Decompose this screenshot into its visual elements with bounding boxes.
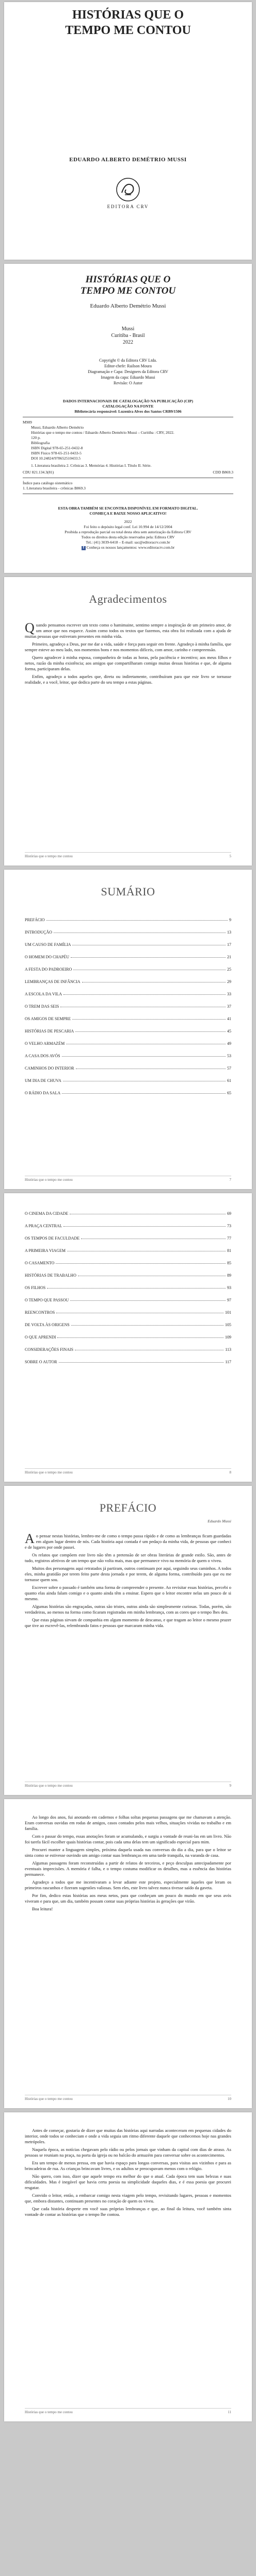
cover-author: EDUARDO ALBERTO DEMÉTRIO MUSSI: [69, 157, 187, 163]
toc-entry-title: INTRODUÇÃO: [25, 930, 52, 935]
toc-entry[interactable]: [25, 1265, 231, 1278]
toc-leader-dots: [57, 1337, 223, 1338]
acknowledgements-page: [4, 577, 252, 866]
toc-page-number: 21: [227, 955, 231, 959]
toc-leader-dots: [59, 1362, 224, 1363]
toc-page-number: 13: [227, 930, 231, 935]
toc-page-number: 17: [227, 942, 231, 947]
section-title: Agradecimentos: [89, 592, 167, 605]
toc-entry-title: O TREM DAS SEIS: [25, 1004, 59, 1009]
toc-entry-title: A PRAÇA CENTRAL: [25, 1224, 62, 1228]
toc-page-number: 85: [227, 1261, 231, 1265]
drop-cap: A: [25, 1531, 35, 1546]
preface-page-2: [4, 1799, 252, 2108]
title-page: [4, 264, 252, 573]
toc-entry-title: CAMINHOS DO INTERIOR: [25, 1066, 74, 1071]
toc-entry-title: O RÁDIO DA SALA: [25, 1091, 61, 1095]
credits-block: Copyright © da Editora CRV Ltda. Editor-chefe: Railson Moura Diagramação e Capa: Designers da Editora CRV Imagem da capa: Eduardo Mussi Revisão: O Autor: [88, 358, 168, 385]
toc-entry-title: UM CAUSO DE FAMÍLIA: [25, 942, 71, 947]
toc-page-continued: [4, 1193, 252, 1482]
section-title: SUMÁRIO: [101, 885, 155, 898]
crv-publisher-logo: [116, 177, 140, 202]
toc-leader-dots: [63, 1226, 226, 1227]
toc-list: [25, 910, 231, 1095]
toc-page-number: 57: [227, 1066, 231, 1071]
toc-page-number: 69: [227, 1211, 231, 1216]
toc-entry[interactable]: [25, 910, 231, 922]
toc-entry[interactable]: [25, 1228, 231, 1241]
section-title: PREFÁCIO: [99, 1501, 157, 1514]
toc-entry[interactable]: [25, 972, 231, 984]
toc-entry[interactable]: [25, 1204, 231, 1216]
toc-page-number: 93: [227, 1285, 231, 1290]
toc-entry-title: PREFÁCIO: [25, 918, 45, 922]
toc-page-number: 49: [227, 1041, 231, 1046]
toc-leader-dots: [56, 1263, 226, 1264]
toc-entry-title: A PRIMEIRA VIAGEM: [25, 1248, 66, 1253]
toc-entry[interactable]: [25, 1340, 231, 1352]
toc-page-number: 25: [227, 967, 231, 972]
toc-leader-dots: [63, 994, 226, 995]
toc-page: [4, 870, 252, 1189]
toc-entry[interactable]: [25, 1021, 231, 1033]
toc-entry[interactable]: [25, 1302, 231, 1315]
toc-page-number: 53: [227, 1054, 231, 1058]
toc-entry-title: O QUE APRENDI: [25, 1335, 56, 1340]
toc-entry-title: LEMBRANÇAS DE INFÂNCIA: [25, 979, 81, 984]
preface-page: [4, 1486, 252, 1795]
publisher-website-link[interactable]: Conheça os nossos lançamentos: www.editoracrv.com.br: [86, 545, 175, 550]
toc-entry[interactable]: [25, 1290, 231, 1302]
toc-leader-dots: [47, 1288, 226, 1289]
toc-entry[interactable]: [25, 1315, 231, 1327]
preface-text: Ao pensar nestas histórias, lembro-me de como o tempo passa rápido e de como as lembranças ficam guardadas em algum lugar dentro de nós. Cada história aqui contada é um pedaço da minha vida, de pessoas que conheci e de lugares por onde passei. Os relatos que compõem este livro não têm a pretensão de ser obras literárias de grande estilo. São, antes de tudo, registros afetivos de um tempo que não volta mais, mas que permanece vivo na memória de quem o viveu. Muitos dos personagens aqui retratados já partiram, outros continuam por aqui, seguindo seus caminhos. A todos eles, minha gratidão por terem feito parte desta jornada e por terem, de alguma forma, contribuído para que eu me tornasse quem sou. Escrever sobre o passado é também uma forma de compreender o presente. Ao revisitar essas histórias, percebi o quanto elas ainda falam comigo e o quanto ainda têm a ensinar. Espero que o leitor encontre nelas um pouco de si mesmo. Algumas histórias são engraçadas, outras são tristes, outras ainda são simplesmente curiosas. Todas, porém, são verdadeiras, ao menos na forma como ficaram registradas em minha lembrança, com as cores que o tempo lhes deu. Que estas páginas sirvam de companhia em algum momento de descanso, e que tragam ao leitor o mesmo prazer que tive ao escrevê-las, relembrando fatos e pessoas que marcaram minha vida.: [25, 1531, 231, 1628]
toc-entry[interactable]: [25, 984, 231, 996]
toc-entry[interactable]: [25, 1009, 231, 1021]
toc-leader-dots: [72, 1019, 226, 1020]
toc-entry[interactable]: [25, 1352, 231, 1364]
toc-entry-title: A CASA DOS AVÓS: [25, 1054, 60, 1058]
page-footer: Histórias que o tempo me contou 7: [25, 1176, 231, 1182]
preface-page-3: [4, 2112, 252, 2421]
toc-page-number: 33: [227, 992, 231, 996]
toc-page-number: 37: [227, 1004, 231, 1009]
toc-entry[interactable]: [25, 996, 231, 1009]
toc-entry-title: O VELHO ARMAZÉM: [25, 1041, 65, 1046]
toc-entry-title: DE VOLTA ÀS ORIGENS: [25, 1323, 70, 1327]
page-footer: Histórias que o tempo me contou 8: [25, 1468, 231, 1475]
toc-entry-title: HISTÓRIAS DE PESCARIA: [25, 1029, 74, 1033]
page-footer: Histórias que o tempo me contou 11: [25, 2408, 231, 2414]
toc-page-number: 97: [227, 1298, 231, 1302]
toc-page-number: 77: [227, 1236, 231, 1241]
toc-leader-dots: [71, 1325, 223, 1326]
toc-entry-title: O CASAMENTO: [25, 1261, 55, 1265]
toc-entry[interactable]: [25, 1253, 231, 1265]
publisher-name: EDITORA CRV: [107, 204, 149, 209]
toc-entry[interactable]: [25, 947, 231, 959]
toc-page-number: 113: [225, 1347, 231, 1352]
toc-entry-title: SOBRE O AUTOR: [25, 1360, 57, 1364]
toc-page-number: 109: [225, 1335, 231, 1340]
toc-entry-title: OS FILHOS: [25, 1285, 46, 1290]
catalog-record: DADOS INTERNACIONAIS DE CATALOGAÇÃO NA PUBLICAÇÃO (CIP) CATALOGAÇÃO NA FONTE Bibliotecária responsável: Luzenira Alves dos Santos CRB9/1506 M989 Mussi, Eduardo Alberto Demétrio Histórias que o tempo me contou / Eduardo Alberto Demétrio Mussi – Curitiba : CRV, 2022. 120 p. Bibliografia ISBN Digital 978-65-251-0432-8 ISBN Físico 978-65-251-0433-5 DOI 10.24824/978652510433.5 1. Literatura brasileira 2. Crônicas 3. Memórias 4. Histórias I. Título II. Série. CDU 821.134.3(81) CDD B869.3 Índice para catálogo sistemático 1. Literatura brasileira - crônicas B869.3: [23, 399, 233, 497]
toc-entry-title: O HOMEM DO CHAPÉU: [25, 955, 70, 959]
preface-text: Ao longo dos anos, fui anotando em cadernos e folhas soltas pequenas passagens que me chamavam a atenção. Eram conversas ouvidas em rodas de amigos, casos contados pelos mais velhos, situações vividas no trabalho e em família. Com o passar do tempo, essas anotações foram se acumulando, e surgiu a vontade de reuni-las em um livro. Não foi tarefa fácil escolher quais histórias contar, pois cada uma delas tem um significado especial para mim. Procurei manter a linguagem simples, próxima daquela usada nas conversas do dia a dia, para que o leitor se sinta como se estivesse ouvindo um amigo contar suas lembranças em uma tarde tranquila, na varanda de casa. Algumas passagens foram reconstruídas a partir de relatos de terceiros, e peço desculpas antecipadamente por eventuais imprecisões. A memória é falha, e o tempo costuma modificar os detalhes, mas a essência das histórias permanece. Agradeço a todos que me incentivaram a levar adiante este projeto, especialmente àqueles que leram os primeiros rascunhos e fizeram sugestões valiosas. Sem eles, este livro talvez nunca tivesse saído da gaveta. Por fim, dedico estas histórias aos meus netos, para que conheçam um pouco do mundo em que seus avós viveram e para que, um dia, também possam contar suas próprias histórias às gerações que virão. Boa leitura!: [25, 1815, 231, 1911]
toc-leader-dots: [75, 1031, 226, 1032]
toc-entry-title: CONSIDERAÇÕES FINAIS: [25, 1347, 74, 1352]
toc-list: [25, 1204, 231, 1364]
toc-leader-dots: [62, 1093, 226, 1094]
toc-page-number: 41: [227, 1016, 231, 1021]
toc-entry[interactable]: [25, 1071, 231, 1083]
toc-entry[interactable]: [25, 1327, 231, 1340]
toc-page-number: 61: [227, 1078, 231, 1083]
toc-leader-dots: [46, 920, 228, 921]
page-footer: Histórias que o tempo me contou 5: [25, 852, 231, 858]
drop-cap: Q: [25, 620, 35, 635]
toc-entry[interactable]: [25, 1241, 231, 1253]
toc-entry-title: REENCONTROS: [25, 1310, 55, 1315]
toc-page-number: 81: [227, 1248, 231, 1253]
toc-entry-title: HISTÓRIAS DE TRABALHO: [25, 1273, 76, 1278]
toc-entry[interactable]: [25, 922, 231, 935]
toc-entry[interactable]: [25, 1046, 231, 1058]
toc-entry[interactable]: [25, 1083, 231, 1095]
preface-signature: Eduardo Mussi: [207, 1519, 231, 1523]
toc-page-number: 101: [225, 1310, 231, 1315]
toc-entry-title: O CINEMA DA CIDADE: [25, 1211, 69, 1216]
imprint: Mussi Curitiba - Brasil 2022: [111, 326, 145, 345]
toc-leader-dots: [62, 1056, 226, 1057]
facebook-icon[interactable]: f: [82, 546, 86, 550]
toc-page-number: 65: [227, 1091, 231, 1095]
publisher-notice: ESTA OBRA TAMBÉM SE ENCONTRA DISPONÍVEL EM FORMATO DIGITAL. CONHEÇA E BAIXE NOSSO APLICATIVO! 2022 Foi feito o depósito legal conf. Lei 10.994 de 14/12/2004 Proibida a reprodução parcial ou total desta obra sem autorização da Editora CRV Todos os direitos desta edição reservados pela: Editora CRV Tel.: (41) 3039-6418 – E-mail: sac@editoracrv.com.br f Conheça os nossos lançamentos: www.editoracrv.com.br: [58, 506, 198, 550]
inner-author: Eduardo Alberto Demétrio Mussi: [90, 303, 166, 309]
toc-entry-title: O TEMPO QUE PASSOU: [25, 1298, 69, 1302]
toc-entry-title: A FESTA DO PADROEIRO: [25, 967, 72, 972]
inner-title: HISTÓRIAS QUE O TEMPO ME CONTOU: [80, 274, 176, 296]
toc-entry-title: UM DIA DE CHUVA: [25, 1078, 61, 1083]
page-footer: Histórias que o tempo me contou 9: [25, 1782, 231, 1788]
toc-entry[interactable]: [25, 1278, 231, 1290]
toc-page-number: 9: [229, 918, 231, 922]
toc-entry[interactable]: [25, 1216, 231, 1228]
toc-page-number: 89: [227, 1273, 231, 1278]
acknowledgements-text: Quando pensamos escrever um texto como o hamimaine, sentimo sempre a inspiração de um primeiro amor, de um amor que nos esquece. Assim como todos os textos que fazemos, esta obra foi realizada com a ajuda de muitas pessoas que estiveram presentes em minha vida. Primeiro, agradeço a Deus, por me dar a vida, saúde e força para seguir em frente. Agradeço à minha família, que sempre esteve ao meu lado, nos momentos bons e nos momentos difíceis, com amor, carinho e compreensão. Quero agradecer à minha esposa, companheira de todas as horas, pela paciência e incentivo; aos meus filhos e netos, razão da minha existência; aos amigos que compartilharam comigo muitas dessas histórias e que, de alguma forma, participaram delas. Enfim, agradeço a todos aqueles que, direta ou indiretamente, contribuíram para que este livro se tornasse realidade, e a você, leitor, que dedica parte do seu tempo a estas páginas.: [25, 620, 231, 685]
toc-page-number: 73: [227, 1224, 231, 1228]
toc-leader-dots: [71, 957, 226, 958]
toc-entry-title: OS TEMPOS DE FACULDADE: [25, 1236, 80, 1241]
cover-page: [4, 2, 252, 260]
toc-page-number: 117: [225, 1360, 231, 1364]
toc-entry-title: A ESCOLA DA VILA: [25, 992, 62, 996]
page-footer: Histórias que o tempo me contou 10: [25, 2095, 231, 2101]
preface-text: Antes de começar, gostaria de dizer que muitas das histórias aqui narradas aconteceram em pequenas cidades do interior, onde todos se conheciam e onde a vida seguia um ritmo diferente daquele que conhecemos hoje nas grandes metrópoles. Naquela época, as notícias chegavam pelo rádio ou pelos jornais que vinham da capital com dias de atraso. As pessoas se reuniam na praça, na porta da igreja ou no balcão do armazém para conversar sobre os acontecimentos. Era um tempo de menos pressa, em que havia espaço para longas conversas, para visitas aos vizinhos e para as brincadeiras de rua. As crianças brincavam livres, e os adultos se preocupavam menos com o relógio. Não quero, com isso, dizer que aquele tempo era melhor do que o atual. Cada época tem suas belezas e suas dificuldades. Mas é inegável que havia certa poesia na simplicidade daqueles dias, e é essa poesia que procurei resgatar. Convido o leitor, então, a embarcar comigo nesta viagem pelo tempo, revisitando lugares, pessoas e momentos que, embora distantes, continuam presentes no coração de quem os viveu. Que cada história desperte em você suas próprias lembranças e que, ao final da leitura, você também sinta vontade de contar as histórias que o tempo lhe contou.: [25, 2128, 231, 2217]
toc-entry[interactable]: [25, 935, 231, 947]
toc-page-number: 29: [227, 979, 231, 984]
toc-page-number: 45: [227, 1029, 231, 1033]
toc-entry[interactable]: [25, 1033, 231, 1046]
toc-entry-title: OS AMIGOS DE SEMPRE: [25, 1016, 71, 1021]
toc-entry[interactable]: [25, 959, 231, 972]
cover-title: HISTÓRIAS QUE O TEMPO ME CONTOU: [65, 8, 191, 37]
toc-leader-dots: [70, 1300, 226, 1301]
toc-page-number: 105: [225, 1323, 231, 1327]
toc-entry[interactable]: [25, 1058, 231, 1071]
